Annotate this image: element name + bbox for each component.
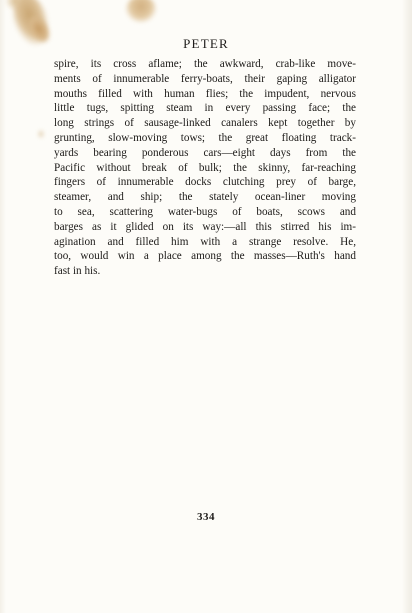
text-line: yards bearing ponderous cars—eight days from the bbox=[54, 146, 356, 159]
text-line: fast in his. bbox=[54, 265, 101, 278]
text-line: fingers of innumerable docks clutching prey of barge, bbox=[54, 176, 356, 189]
text-line: ments of innumerable ferry-boats, their gaping alligator bbox=[54, 72, 356, 85]
text-line: little tugs, spitting steam in every passing face; the bbox=[54, 102, 356, 115]
text-line: to sea, scattering water-bugs of boats, scows and bbox=[54, 205, 356, 218]
text-line: too, would win a place among the masses—Ruth's hand bbox=[54, 250, 356, 263]
text-line: barges as it glided on its way:—all this stirred his im- bbox=[54, 220, 356, 233]
foxing-stain bbox=[126, 0, 156, 22]
text-line: grunting, slow-moving tows; the great floating track- bbox=[54, 131, 356, 144]
page-number: 334 bbox=[197, 511, 215, 523]
text-line: Pacific without break of bulk; the skinny, far-reaching bbox=[54, 161, 356, 174]
body-text bbox=[54, 57, 356, 279]
text-line: steamer, and ship; the stately ocean-liner moving bbox=[54, 191, 356, 204]
foxing-stain bbox=[38, 130, 44, 138]
text-line: agination and filled him with a strange resolve. He, bbox=[54, 235, 356, 248]
text-line: mouths filled with human flies; the impudent, nervous bbox=[54, 87, 356, 100]
text-line: spire, its cross aflame; the awkward, crab-like move- bbox=[54, 58, 356, 70]
text-line: long strings of sausage-linked canalers kept together by bbox=[54, 117, 356, 130]
running-head: PETER bbox=[183, 36, 229, 51]
